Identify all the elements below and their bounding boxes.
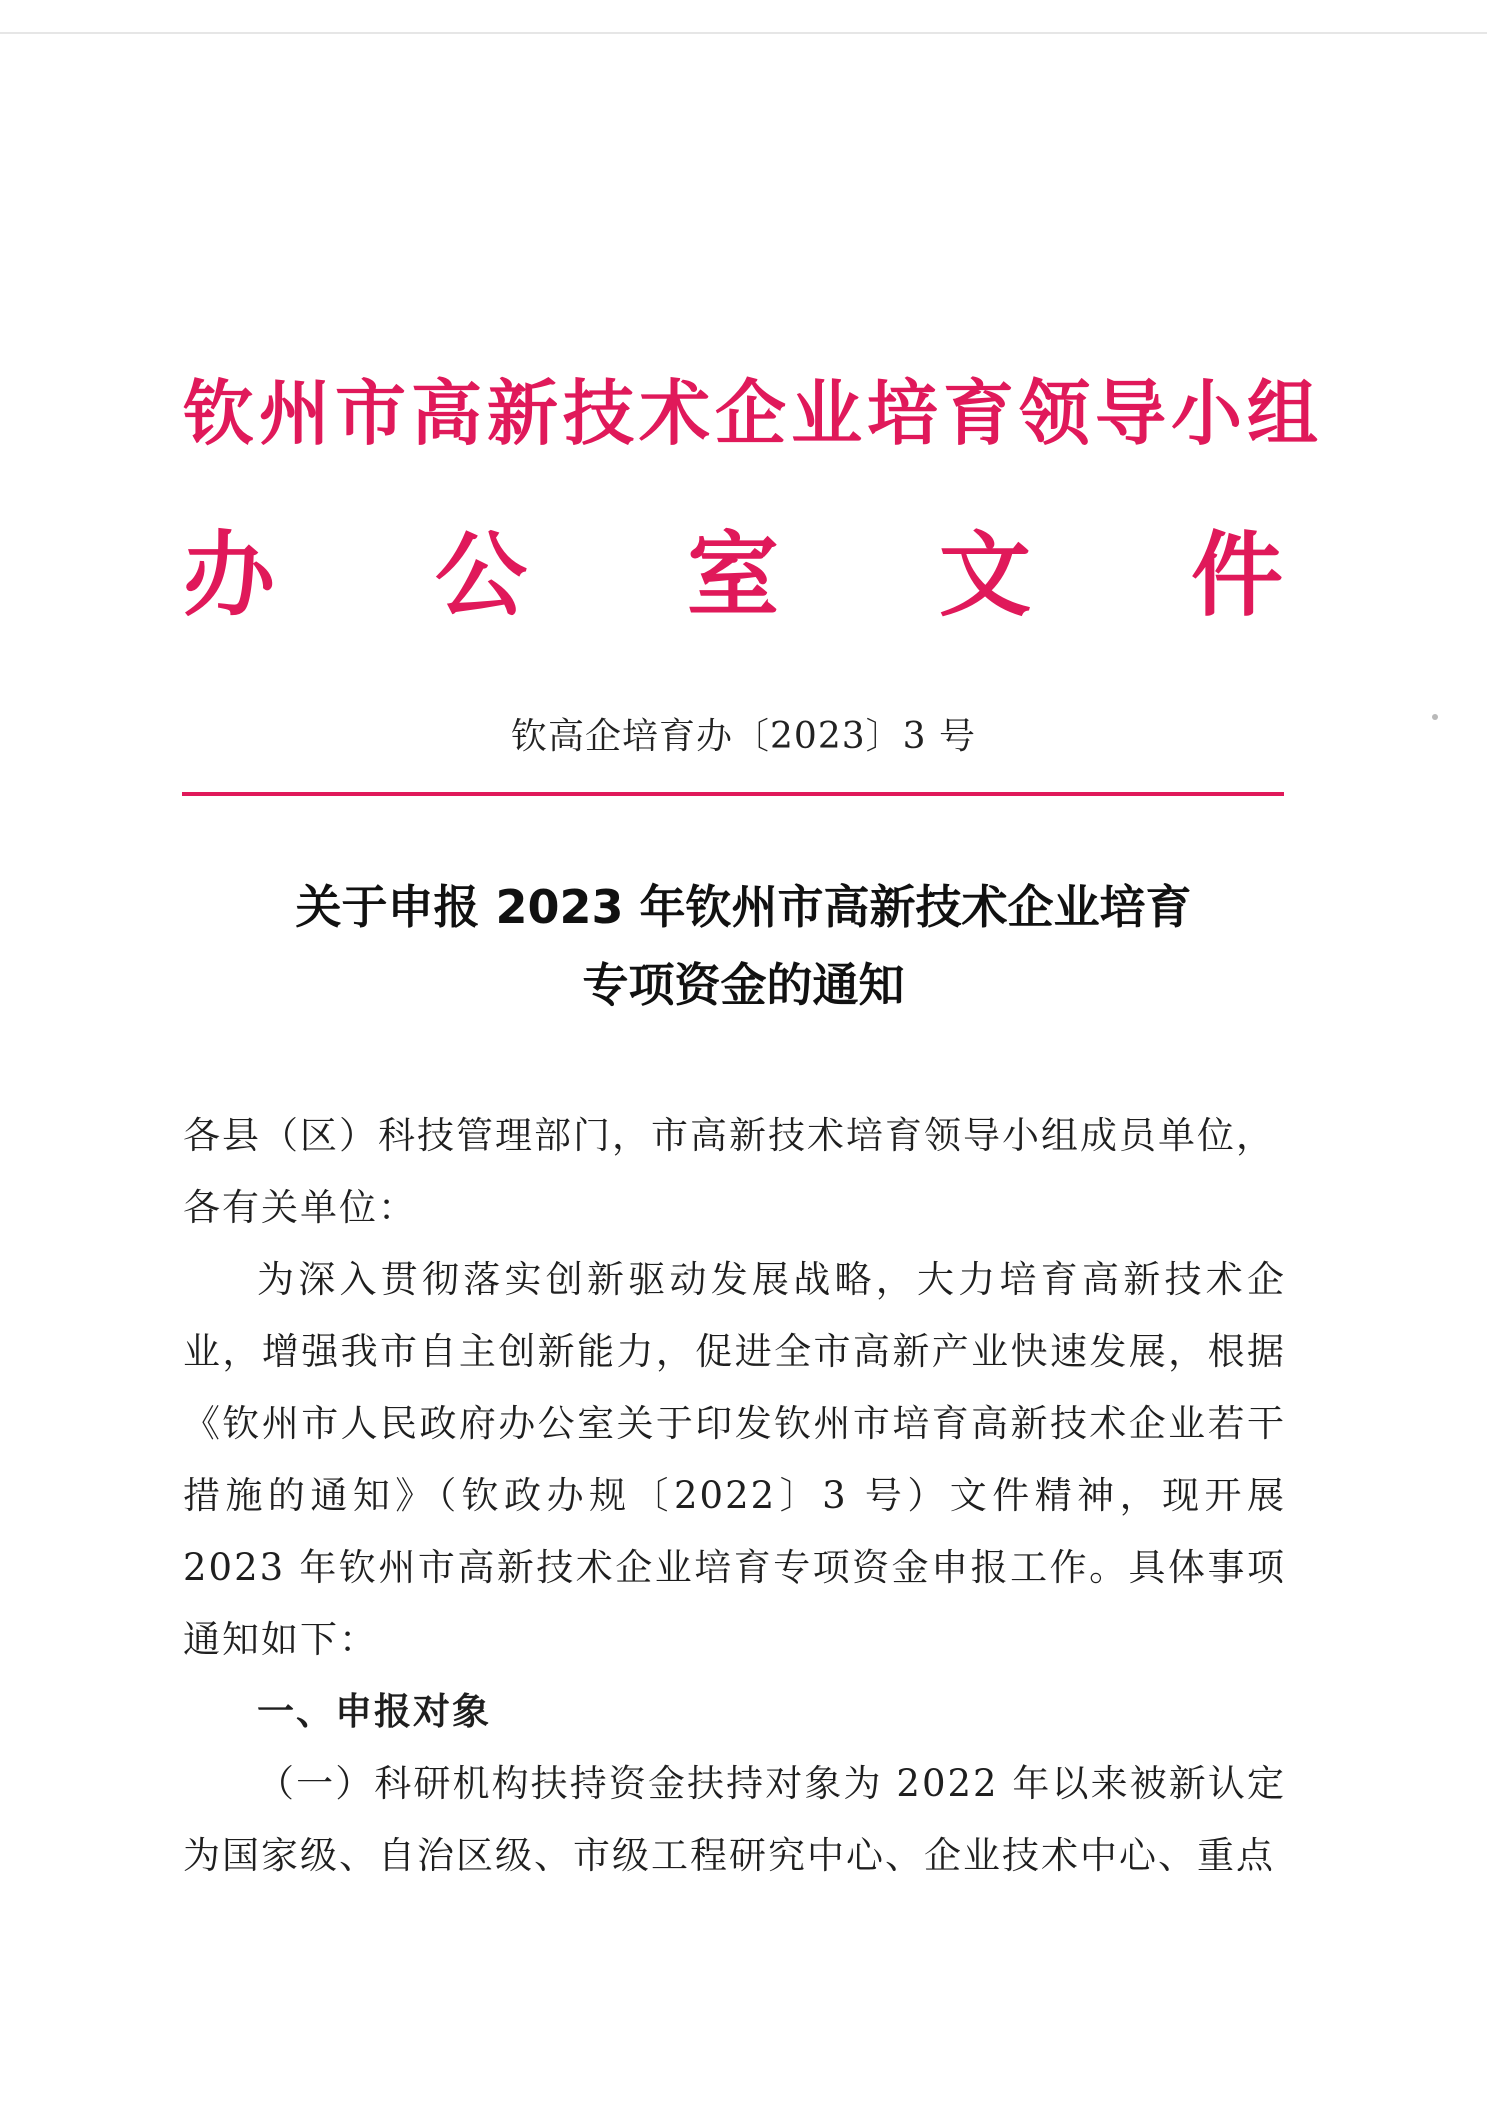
doc-type-char: 室 <box>686 521 779 629</box>
doc-type-char: 公 <box>434 521 527 629</box>
document-body <box>183 1100 1286 1892</box>
title-line: 关于申报 2023 年钦州市高新技术企业培育 <box>295 880 1192 934</box>
section-paragraph: （一）科研机构扶持资金扶持对象为 2022 年以来被新认定为国家级、自治区级、市级工程研究中心、企业技术中心、重点 <box>183 1762 1286 1877</box>
doc-type-char: 文 <box>938 521 1031 629</box>
red-separator-line <box>182 792 1284 796</box>
doc-type-char: 办 <box>183 521 276 629</box>
notice-title <box>0 868 1487 1024</box>
addressee-line: 各有关单位： <box>183 1186 417 1229</box>
title-line: 专项资金的通知 <box>582 958 905 1012</box>
document-number: 钦高企培育办〔2023〕3 号 <box>511 716 976 757</box>
scan-top-edge <box>0 32 1487 34</box>
addressee-line: 各县（区）科技管理部门，市高新技术培育领导小组成员单位， <box>183 1114 1275 1157</box>
doc-type-char: 件 <box>1190 521 1283 629</box>
intro-paragraph: 为深入贯彻落实创新驱动发展战略，大力培育高新技术企业，增强我市自主创新能力，促进全市高新产业快速发展，根据《钦州市人民政府办公室关于印发钦州市培育高新技术企业若干措施的通知》（钦政办规〔2022〕3 号）文件精神，现开展 2023 年钦州市高新技术企业培育专项资金申报工作。具体事项通知如下： <box>183 1258 1286 1661</box>
document-type-heading <box>183 520 1283 630</box>
section-heading: 一、申报对象 <box>257 1690 491 1733</box>
issuing-organization: 钦州市高新技术企业培育领导小组 <box>183 371 1324 455</box>
